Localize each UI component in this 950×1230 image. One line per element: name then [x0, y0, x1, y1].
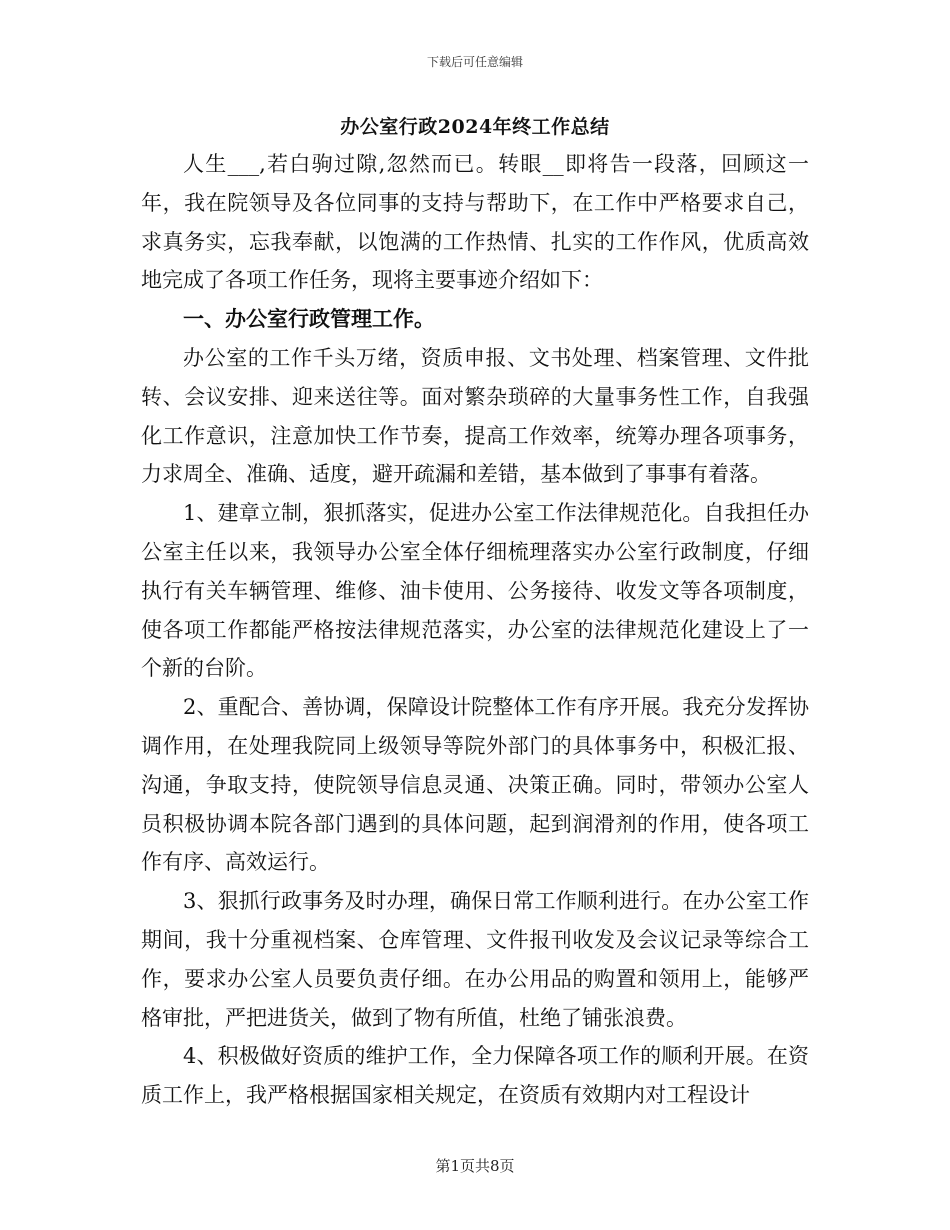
paragraph-item-1: 1、建章立制，狠抓落实，促进办公室工作法律规范化。自我担任办公室主任以来，我领导办公室全体仔细梳理落实办公室行政制度，仔细执行有关车辆管理、维修、油卡使用、公务接待、收发文等各项制度，使各项工作都能严格按法律规范落实，办公室的法律规范化建设上了一个新的台阶。	[141, 501, 809, 681]
paragraph-intro: 人生___,若白驹过隙,忽然而已。转眼__即将告一段落，回顾这一年，我在院领导及各位同事的支持与帮助下，在工作中严格要求自己，求真务实，忘我奉献，以饱满的工作热情、扎实的工作作风，优质高效地完成了各项工作任务，现将主要事迹介绍如下：	[141, 152, 809, 293]
paragraph-item-3: 3、狠抓行政事务及时办理，确保日常工作顺利进行。在办公室工作期间，我十分重视档案、仓库管理、文件报刊收发及会议记录等综合工作，要求办公室人员要负责仔细。在办公用品的购置和领用上，能够严格审批，严把进货关，做到了物有所值，杜绝了铺张浪费。	[141, 889, 809, 1030]
page-number-footer: 第1页共8页	[435, 1157, 515, 1175]
document-title: 办公室行政2024年终工作总结	[340, 116, 610, 138]
paragraph-item-4: 4、积极做好资质的维护工作，全力保障各项工作的顺利开展。在资质工作上，我严格根据国家相关规定，在资质有效期内对工程设计	[141, 1044, 809, 1108]
section-heading-admin: 一、办公室行政管理工作。	[183, 306, 435, 332]
page-header-note: 下载后可任意编辑	[426, 55, 523, 69]
document-body	[141, 145, 809, 1115]
paragraph-admin-overview: 办公室的工作千头万绪，资质申报、文书处理、档案管理、文件批转、会议安排、迎来送往等。面对繁杂琐碎的大量事务性工作，自我强化工作意识，注意加快工作节奏，提高工作效率，统筹办理各项事务，力求周全、准确、适度，避开疏漏和差错，基本做到了事事有着落。	[141, 345, 809, 487]
paragraph-item-2: 2、重配合、善协调，保障设计院整体工作有序开展。我充分发挥协调作用，在处理我院同上级领导等院外部门的具体事务中，积极汇报、沟通，争取支持，使院领导信息灵通、决策正确。同时，带领办公室人员积极协调本院各部门遇到的具体问题，起到润滑剂的作用，使各项工作有序、高效运行。	[141, 695, 809, 875]
